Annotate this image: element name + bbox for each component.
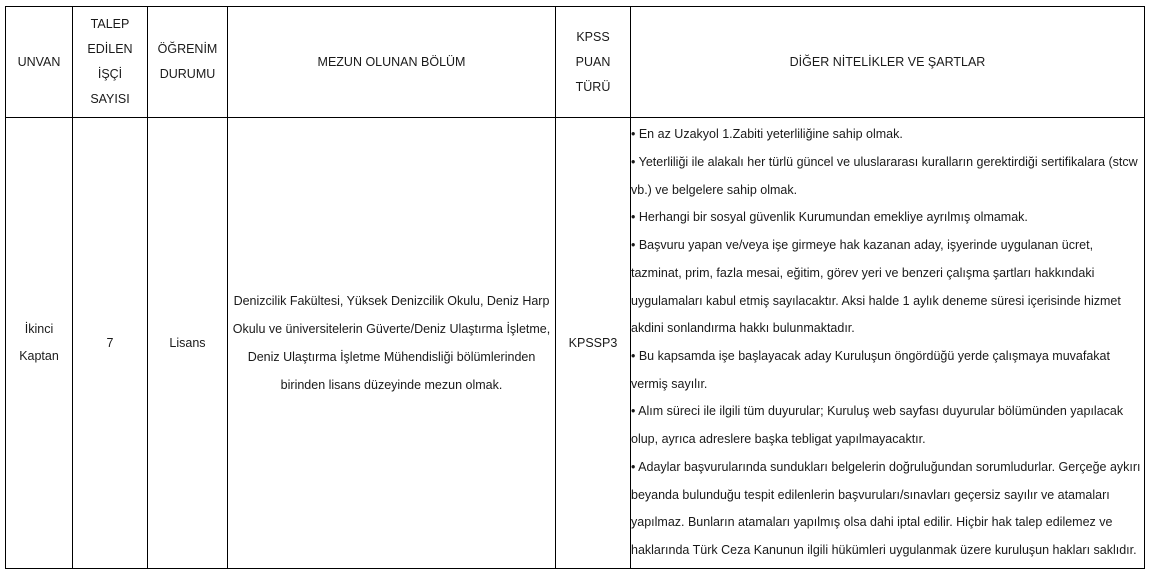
header-line: SAYISI [90, 92, 130, 106]
cell-line: İkinci [24, 322, 54, 336]
header-line: TALEP [90, 17, 130, 31]
header-line: EDİLEN [87, 42, 133, 56]
header-line: ÖĞRENİM [157, 42, 218, 56]
requirement-item: • Alım süreci ile ilgili tüm duyurular; Kuruluş web sayfası duyurular bölümünden yapılacak olup, ayrıca adreslere başka tebligat yapılmayacaktır. [631, 404, 1124, 447]
requirement-item: • Adaylar başvurularında sundukları belgelerin doğruluğundan sorumludurlar. Gerçeğe aykırı beyanda bulunduğu tespit edilenlerin başvuruları/sınavları geçersiz sayılır ve atamaları yapılmaz. Bunların atamaları yapılmış olsa dahi iptal edilir. Hiçbir hak talep edilemez ve haklarında Türk Ceza Kanunun ilgili hükümleri uygulanmak üzere kuruluşun hakları saklıdır. [631, 459, 1141, 557]
header-unvan: UNVAN [6, 7, 73, 118]
requirement-item: • Bu kapsamda işe başlayacak aday Kuruluşun öngördüğü yerde çalışmaya muvafakat vermiş sayılır. [631, 349, 1110, 391]
header-line: PUAN [575, 54, 611, 69]
requirement-item: • Herhangi bir sosyal güvenlik Kurumundan emekliye ayrılmış olmamak. [631, 210, 1028, 225]
cell-mezun-bolum: Denizcilik Fakültesi, Yüksek Denizcilik Okulu, Deniz Harp Okulu ve üniversitelerin Güverte/Deniz Ulaştırma İşletme, Deniz Ulaştırma İşletme Mühendisliği bölümlerinden birinden lisans düzeyinde mezun olmak. [228, 118, 556, 569]
cell-kpss: KPSSP3 [556, 118, 631, 569]
requirement-item: • Yeterliliği ile alakalı her türlü güncel ve uluslararası kuralların gerektirdiği sertifikalara (stcw vb.) ve belgelere sahip olmak. [631, 155, 1138, 197]
header-line: İŞÇİ [97, 67, 123, 81]
header-mezun-olunan-bolum: MEZUN OLUNAN BÖLÜM [228, 7, 556, 118]
cell-line: Kaptan [19, 349, 59, 363]
cell-sartlar [631, 118, 1145, 569]
cell-talep-sayisi: 7 [73, 118, 148, 569]
job-posting-table [5, 6, 1145, 569]
header-line: KPSS [576, 29, 610, 44]
job-posting-sheet [5, 6, 1145, 569]
requirement-item: • En az Uzakyol 1.Zabiti yeterliliğine sahip olmak. [631, 127, 903, 142]
header-line: TÜRÜ [575, 79, 611, 94]
header-diger-nitelikler: DİĞER NİTELİKLER VE ŞARTLAR [631, 7, 1145, 118]
header-ogrenim-durumu [148, 7, 228, 118]
header-line: DURUMU [159, 67, 216, 81]
cell-unvan [6, 118, 73, 569]
table-row [6, 118, 1145, 569]
header-kpss-puan-turu [556, 7, 631, 118]
cell-ogrenim: Lisans [148, 118, 228, 569]
requirement-item: • Başvuru yapan ve/veya işe girmeye hak kazanan aday, işyerinde uygulanan ücret, tazminat, prim, fazla mesai, eğitim, görev yeri ve benzeri çalışma şartları hakkındaki uygulamaları kabul etmiş sayılacaktır. Aksi halde 1 aylık deneme süresi içerisinde hizmet akdini sonlandırma hakkı bulunmaktadır. [631, 238, 1121, 336]
header-talep-edilen-isci-sayisi [73, 7, 148, 118]
header-row [6, 7, 1145, 118]
